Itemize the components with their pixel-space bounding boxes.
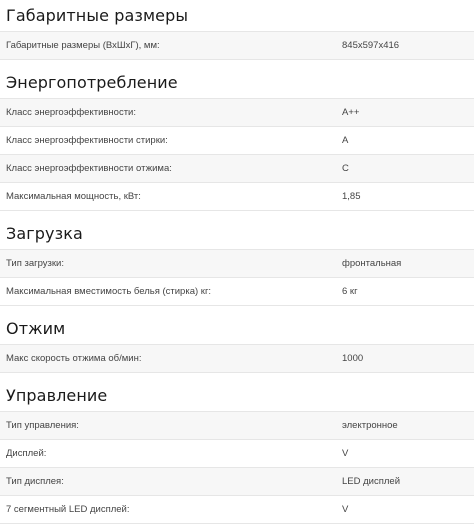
spec-label: Тип дисплея:	[6, 476, 64, 487]
section-title: Загрузка	[6, 224, 83, 243]
spec-value: V	[342, 504, 349, 515]
spec-row	[0, 496, 474, 524]
spec-row	[0, 412, 474, 440]
spec-label: Тип управления:	[6, 420, 79, 431]
spec-value: фронтальная	[342, 258, 402, 269]
spec-row	[0, 250, 474, 278]
section-title: Отжим	[6, 319, 66, 338]
spec-table	[0, 98, 474, 211]
spec-label: Класс энергоэффективности стирки:	[6, 135, 168, 146]
spec-value: V	[342, 448, 349, 459]
spec-label: Максимальная мощность, кВт:	[6, 191, 141, 202]
spec-table	[0, 411, 474, 524]
section-title: Управление	[6, 386, 108, 405]
spec-row	[0, 440, 474, 468]
spec-row	[0, 345, 474, 373]
spec-row	[0, 127, 474, 155]
section-title: Энергопотребление	[6, 73, 178, 92]
spec-table	[0, 249, 474, 306]
spec-row	[0, 183, 474, 211]
spec-label: 7 сегментный LED дисплей:	[6, 504, 130, 515]
spec-value: электронное	[342, 420, 398, 431]
spec-table	[0, 31, 474, 60]
spec-value: A++	[342, 107, 360, 118]
spec-value: 6 кг	[342, 286, 358, 297]
spec-label: Максимальная вместимость белья (стирка) кг:	[6, 286, 212, 297]
spec-value: LED дисплей	[342, 476, 400, 487]
spec-row	[0, 278, 474, 306]
spec-section-energy	[0, 68, 474, 211]
spec-row	[0, 32, 474, 60]
spec-value: 1000	[342, 353, 364, 364]
spec-value: 1,85	[342, 191, 361, 202]
spec-label: Габаритные размеры (ВхШхГ), мм:	[6, 40, 160, 51]
spec-label: Тип загрузки:	[6, 258, 64, 269]
spec-section-controls	[0, 381, 474, 524]
spec-label: Класс энергоэффективности:	[6, 107, 137, 118]
spec-row	[0, 99, 474, 127]
spec-label: Макс скорость отжима об/мин:	[6, 353, 142, 364]
spec-value: 845x597x416	[342, 40, 400, 51]
spec-label: Класс энергоэффективности отжима:	[6, 163, 172, 174]
spec-label: Дисплей:	[6, 448, 47, 459]
spec-table	[0, 344, 474, 373]
spec-value: A	[342, 135, 349, 146]
spec-value: C	[342, 163, 349, 174]
spec-section-loading	[0, 219, 474, 306]
section-title: Габаритные размеры	[6, 6, 189, 25]
spec-section-spin	[0, 314, 474, 373]
spec-section-dimensions	[0, 1, 474, 60]
spec-row	[0, 468, 474, 496]
spec-row	[0, 155, 474, 183]
